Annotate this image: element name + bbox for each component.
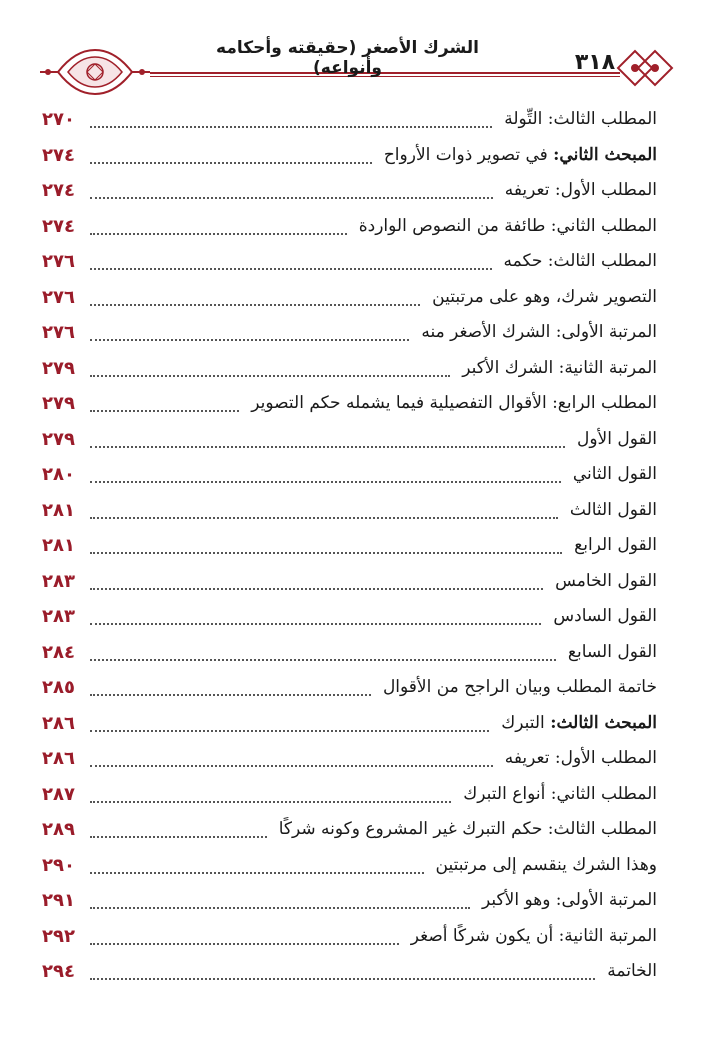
- toc-entry: [42, 460, 657, 496]
- toc-entry-page-number: ٢٩٢: [42, 925, 75, 947]
- toc-entry-title: القول الرابع: [568, 535, 657, 555]
- toc-entry-title: القول السابع: [562, 642, 657, 662]
- toc-entry: [42, 567, 657, 603]
- ornamental-medallion-icon: [40, 45, 150, 100]
- toc-entry: [42, 531, 657, 567]
- toc-entry: [42, 744, 657, 780]
- toc-entry-title: المطلب الثالث: التِّولة: [498, 109, 657, 129]
- toc-entry: [42, 496, 657, 532]
- toc-entry-page-number: ٢٨٣: [42, 606, 75, 627]
- toc-entry-page-number: ٢٧٦: [42, 286, 75, 308]
- toc-entry-heading-rest: التبرك: [501, 712, 551, 733]
- toc-entry-page-number: ٢٨١: [42, 499, 75, 521]
- toc-entry-title: [495, 713, 657, 733]
- toc-entry-title: المطلب الأول: تعريفه: [499, 180, 657, 200]
- toc-entry-page-number: ٢٨٤: [42, 641, 75, 663]
- toc-entry-page-number: ٢٨٦: [42, 712, 75, 734]
- leader-dots: [90, 375, 450, 377]
- toc-entry: [42, 815, 657, 851]
- toc-entry-heading-rest: في تصوير ذوات الأرواح: [383, 144, 554, 165]
- toc-entry: [42, 957, 657, 993]
- leader-dots: [90, 623, 541, 625]
- toc-entry-title: خاتمة المطلب وبيان الراجح من الأقوال: [377, 677, 657, 697]
- toc-entry-title: وهذا الشرك ينقسم إلى مرتبتين: [430, 855, 657, 875]
- toc-entry-title: القول الأول: [571, 429, 657, 449]
- toc-entry: [42, 176, 657, 212]
- running-title: الشرك الأصغر (حقيقته وأحكامه وأنواعه): [216, 38, 479, 78]
- toc-entry-page-number: ٢٧٠: [42, 109, 75, 130]
- toc-entry: [42, 318, 657, 354]
- leader-dots: [90, 162, 372, 164]
- knot-ornament-icon: [615, 48, 675, 88]
- toc-entry-title: المطلب الثاني: أنواع التبرك: [457, 784, 657, 804]
- leader-dots: [90, 233, 347, 235]
- toc-entry-title: المطلب الرابع: الأقوال التفصيلية فيما يشمله حكم التصوير: [245, 393, 657, 413]
- toc-entry-title: المطلب الأول: تعريفه: [499, 748, 657, 768]
- toc-entry-page-number: ٢٧٩: [42, 393, 75, 414]
- leader-dots: [90, 872, 424, 874]
- toc-entry-page-number: ٢٧٤: [42, 215, 75, 237]
- leader-dots: [90, 552, 562, 554]
- toc-entry: [42, 886, 657, 922]
- table-of-contents: [42, 105, 657, 993]
- toc-entry: [42, 851, 657, 887]
- leader-dots: [90, 659, 556, 661]
- toc-entry-page-number: ٢٨٥: [42, 677, 75, 698]
- leader-dots: [90, 836, 267, 838]
- page-number: ٣١٨: [574, 50, 616, 75]
- toc-entry-page-number: ٢٩١: [42, 890, 75, 911]
- toc-entry-title: المرتبة الثانية: أن يكون شركًا أصغر: [405, 926, 657, 946]
- toc-entry: [42, 105, 657, 141]
- leader-dots: [90, 978, 595, 980]
- toc-entry-page-number: ٢٨٩: [42, 819, 75, 840]
- toc-entry: [42, 638, 657, 674]
- toc-entry: [42, 922, 657, 958]
- toc-entry-title: المرتبة الأولى: وهو الأكبر: [476, 890, 657, 910]
- leader-dots: [90, 801, 451, 803]
- toc-entry-page-number: ٢٨٧: [42, 783, 75, 805]
- toc-entry-page-number: ٢٨٣: [42, 570, 75, 592]
- leader-dots: [90, 197, 493, 199]
- toc-entry: [42, 354, 657, 390]
- toc-entry-title: التصوير شرك، وهو على مرتبتين: [426, 287, 657, 307]
- toc-entry-page-number: ٢٨٦: [42, 748, 75, 769]
- toc-entry: [42, 673, 657, 709]
- toc-entry-page-number: ٢٨٠: [42, 464, 75, 485]
- toc-entry: [42, 283, 657, 319]
- leader-dots: [90, 907, 470, 909]
- toc-entry-heading-prefix: المبحث الثاني:: [553, 144, 657, 165]
- toc-entry: [42, 709, 657, 745]
- toc-entry-page-number: ٢٧٦: [42, 251, 75, 272]
- leader-dots: [90, 481, 561, 483]
- toc-entry-title: المطلب الثاني: طائفة من النصوص الواردة: [353, 216, 657, 236]
- toc-entry-heading-prefix: المبحث الثالث:: [550, 712, 657, 733]
- leader-dots: [90, 126, 492, 128]
- leader-dots: [90, 765, 493, 767]
- toc-entry-title: القول الثاني: [567, 464, 657, 484]
- toc-entry-title: الخاتمة: [601, 961, 657, 981]
- leader-dots: [90, 730, 489, 732]
- leader-dots: [90, 304, 420, 306]
- toc-entry-page-number: ٢٩٤: [42, 961, 75, 982]
- toc-entry: [42, 425, 657, 461]
- toc-entry: [42, 141, 657, 177]
- leader-dots: [90, 943, 399, 945]
- toc-entry-title: القول السادس: [547, 606, 657, 626]
- toc-entry: [42, 247, 657, 283]
- toc-entry: [42, 212, 657, 248]
- leader-dots: [90, 446, 565, 448]
- leader-dots: [90, 694, 371, 696]
- toc-entry-title: المطلب الثالث: حكم التبرك غير المشروع وكونه شركًا: [273, 819, 657, 839]
- toc-entry-page-number: ٢٧٤: [42, 180, 75, 201]
- page-header: [0, 0, 720, 90]
- toc-entry-page-number: ٢٧٤: [42, 144, 75, 166]
- toc-entry-page-number: ٢٨١: [42, 535, 75, 556]
- leader-dots: [90, 410, 239, 412]
- toc-entry-title: المرتبة الأولى: الشرك الأصغر منه: [415, 322, 657, 342]
- toc-entry-page-number: ٢٧٦: [42, 322, 75, 343]
- toc-entry: [42, 780, 657, 816]
- toc-entry-title: [378, 145, 657, 165]
- toc-entry-title: المرتبة الثانية: الشرك الأكبر: [456, 358, 657, 378]
- toc-entry: [42, 389, 657, 425]
- leader-dots: [90, 268, 492, 270]
- toc-entry-page-number: ٢٧٩: [42, 428, 75, 450]
- leader-dots: [90, 339, 409, 341]
- toc-entry: [42, 602, 657, 638]
- toc-entry-page-number: ٢٩٠: [42, 854, 75, 876]
- toc-entry-title: المطلب الثالث: حكمه: [498, 251, 657, 271]
- toc-entry-title: القول الثالث: [564, 500, 657, 520]
- leader-dots: [90, 588, 543, 590]
- toc-entry-title: القول الخامس: [549, 571, 657, 591]
- toc-entry-page-number: ٢٧٩: [42, 357, 75, 379]
- leader-dots: [90, 517, 558, 519]
